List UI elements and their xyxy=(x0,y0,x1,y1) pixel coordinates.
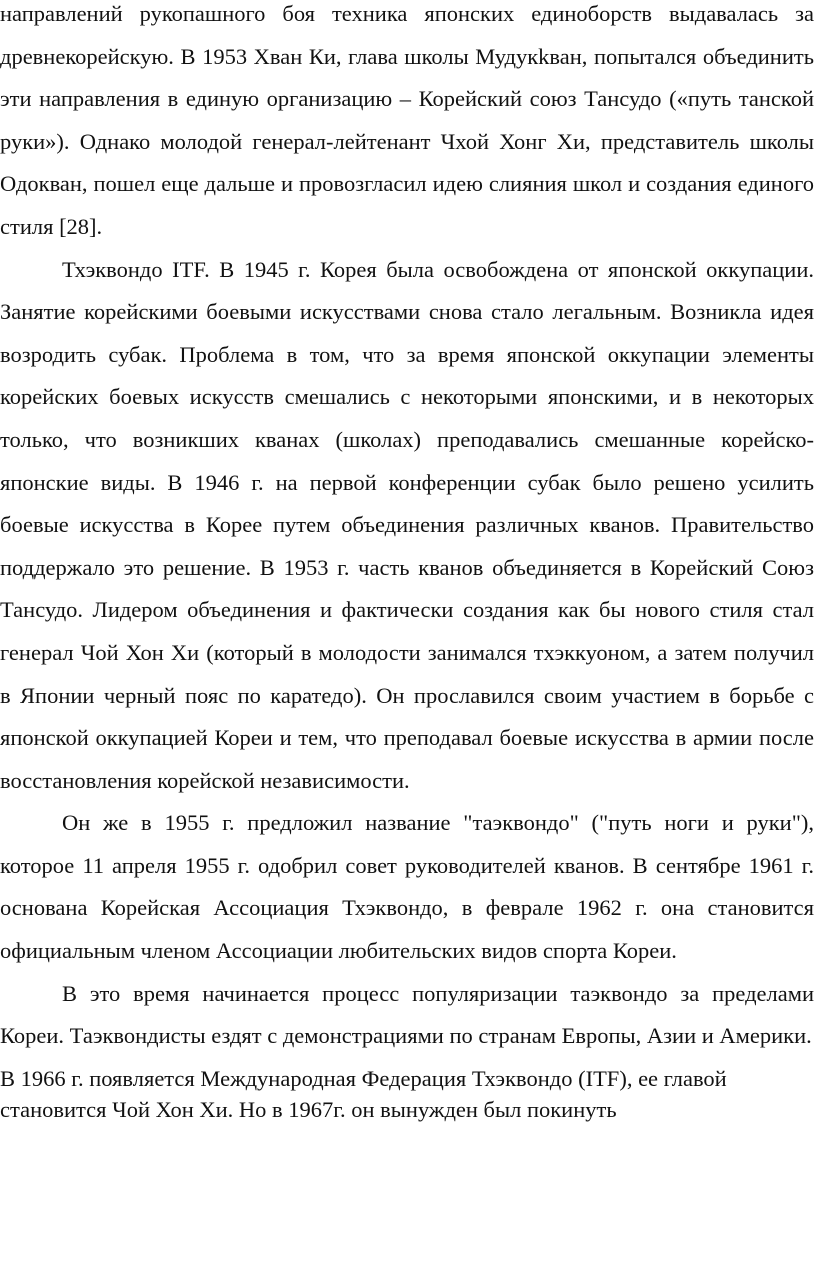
paragraph-5: В 1966 г. появляется Международная Федерация Тхэквондо (ITF), ее главой становится Чой Хон Хи. Но в 1967г. он вынужден был покинуть xyxy=(0,1065,727,1122)
paragraph-3: Он же в 1955 г. предложил название "таэквондо" ("путь ноги и руки"), которое 11 апреля 1955 г. одобрил совет руководителей кванов. В сентябре 1961 г. основана Корейская Ассоциация Тхэквондо, в феврале 1962 г. она становится официальным членом Ассоциации любительских видов спорта Кореи. xyxy=(0,810,814,964)
paragraph-1: направлений рукопашного боя техника японских единоборств выдавалась за древнекорейскую. В 1953 Хван Ки, глава школы Мудукkван, попытался объединить эти направления в единую организацию – Корейский союз Тансудо («путь танской руки»). Однако молодой генерал-лейтенант Чхой Хонг Хи, представитель школы Одокван, пошел еще дальше и провозгласил идею слияния школ и создания единого стиля [28]. xyxy=(0,1,814,239)
paragraph-4: В это время начинается процесс популяризации таэквондо за пределами Кореи. Таэквондисты ездят с демонстрациями по странам Европы, Азии и Америки. xyxy=(0,980,814,1049)
paragraph-2: Тхэквондо ITF. В 1945 г. Корея была освобождена от японской оккупации. Занятие корейскими боевыми искусствами снова стало легальным. Возникла идея возродить субак. Проблема в том, что за время японской оккупации элементы корейских боевых искусств смешались с некоторыми японскими, и в некоторых только, что возникших кванах (школах) преподавались смешанные корейско-японские виды. В 1946 г. на первой конференции субак было решено усилить боевые искусства в Корее путем объединения различных кванов. Правительство поддержало это решение. В 1953 г. часть кванов объединяется в Корейский Союз Тансудо. Лидером объединения и фактически создания как бы нового стиля стал генерал Чой Хон Хи (который в молодости занимался тхэккуоном, а затем получил в Японии черный пояс по каратедо). Он прославился своим участием в борьбе с японской оккупацией Кореи и тем, что преподавал боевые искусства в армии после восстановления корейской независимости. xyxy=(0,256,814,793)
